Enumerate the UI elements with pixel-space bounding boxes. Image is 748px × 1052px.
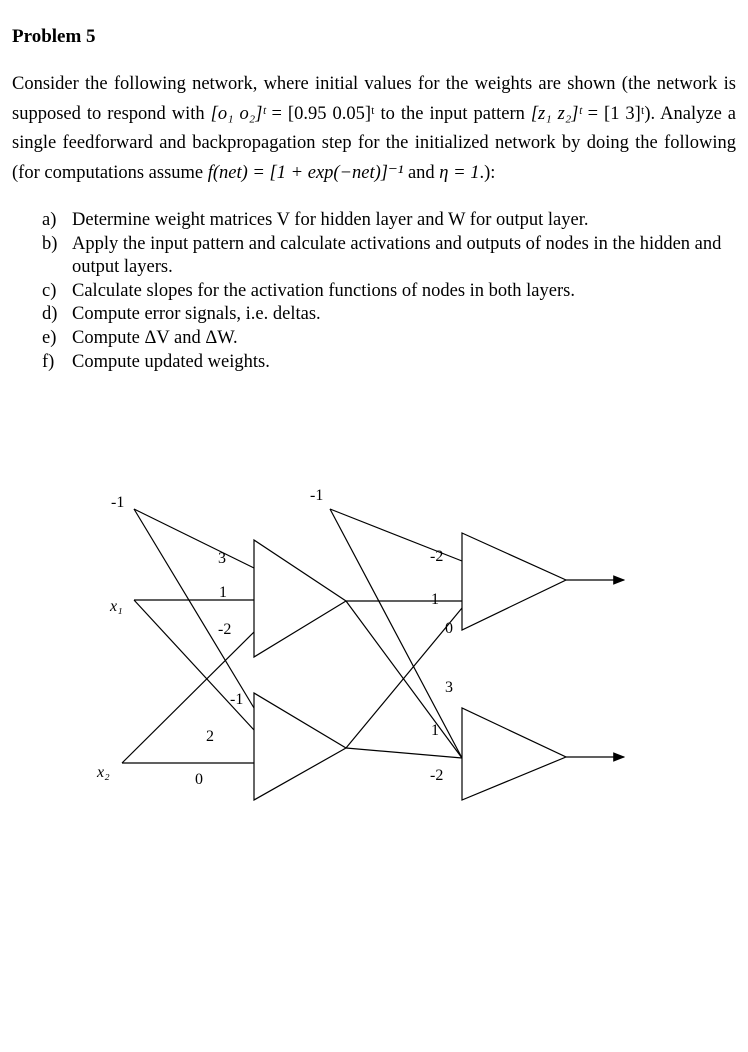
hidden-neuron-2 (254, 693, 346, 800)
edge-x1-h2 (134, 600, 254, 730)
input-vector: [z₁ z₂]ᵗ (530, 103, 582, 124)
input-pattern-value: [1 3]ᵗ (604, 103, 645, 124)
weight-o1-h1: 1 (431, 591, 439, 608)
task-label: d) (42, 304, 58, 325)
task-text: Compute error signals, i.e. deltas. (72, 304, 321, 325)
weight-o1-bias: -2 (430, 548, 444, 565)
weight-h2-x1: 2 (206, 728, 214, 745)
target-output-value: [0.95 0.05]ᵗ (287, 103, 375, 124)
task-text: Apply the input pattern and calculate activations and outputs of nodes in the hidden and output layers. (72, 233, 722, 278)
problem-title: Problem 5 (12, 26, 96, 47)
output-neuron-1 (462, 533, 566, 630)
activation-function: f(net) = [1 + exp(−net)]⁻¹ (207, 162, 404, 183)
learning-rate: η = 1 (439, 162, 480, 183)
task-text: Calculate slopes for the activation functions of nodes in both layers. (72, 280, 575, 301)
task-label: b) (42, 233, 58, 254)
equals-2: = (581, 103, 605, 124)
intro-part-2: to the input pattern (374, 103, 531, 124)
weight-o1-h2: 0 (445, 620, 453, 637)
intro-part-4: and (403, 162, 440, 183)
intro-part-1: Consider the following network, where initial values for the weights are shown (the network is supposed to respond with (12, 74, 736, 124)
weight-o2-h2: -2 (430, 767, 444, 784)
weight-h2-bias: -1 (230, 691, 244, 708)
hidden-bias-label: -1 (310, 487, 324, 504)
task-text: Determine weight matrices V for hidden layer and W for output layer. (72, 210, 589, 230)
task-text: Compute ΔV and ΔW. (72, 327, 238, 348)
weight-h2-x2: 0 (195, 771, 203, 788)
weight-h1-x2: -2 (218, 621, 232, 638)
hidden-neuron-1 (254, 540, 346, 657)
weight-o2-bias: 3 (445, 679, 453, 696)
task-label: f) (42, 351, 55, 372)
weight-h1-x1: 1 (219, 584, 227, 601)
intro-part-5: .): (479, 162, 496, 183)
output-neuron-2 (462, 708, 566, 800)
weight-h1-bias: 3 (218, 550, 226, 567)
input-x1-label: x₁ (110, 598, 123, 615)
equals-1: = (265, 103, 288, 124)
intro-part-3: ). Analyze a single feedforward and backpropagation step for the initialized network by doing the following (for computations assume (12, 103, 736, 183)
input-x2-label: x₂ (97, 764, 110, 781)
output-vector: [o₁ o₂]ᵗ (210, 103, 266, 124)
task-label: e) (42, 327, 57, 348)
task-label: c) (42, 280, 57, 301)
weight-o2-h1: 1 (431, 722, 439, 739)
edge-hbias-o2 (330, 509, 462, 758)
task-label: a) (42, 210, 57, 230)
task-text: Compute updated weights. (72, 351, 270, 372)
input-bias-label: -1 (111, 494, 125, 511)
edge-h2-o2 (346, 748, 462, 758)
